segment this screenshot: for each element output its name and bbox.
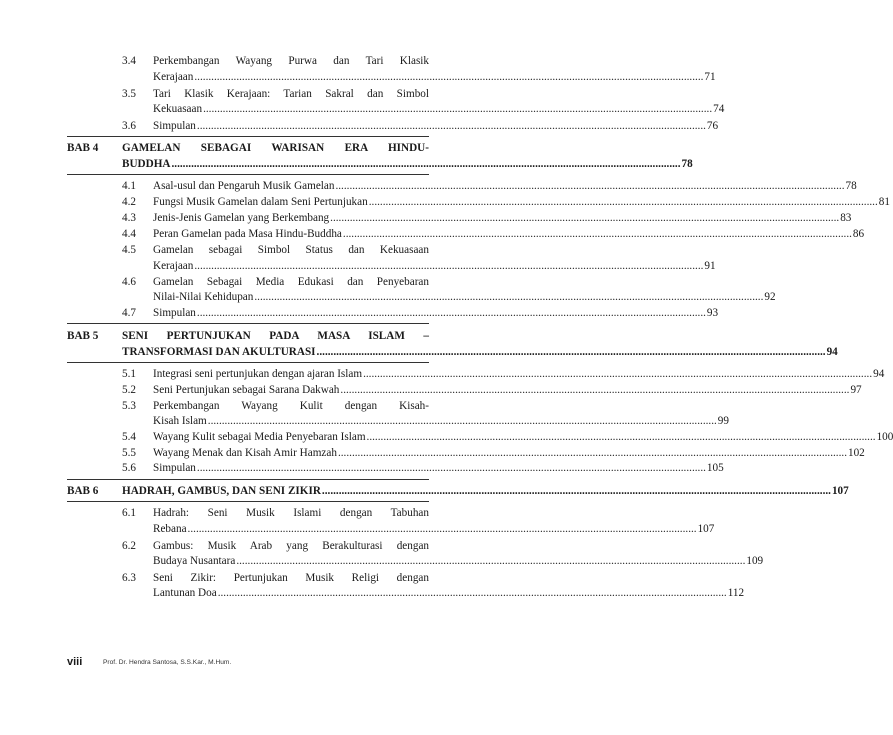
entry-number: 3.5 bbox=[122, 88, 136, 100]
entry-title-line2 bbox=[153, 414, 729, 429]
section-divider bbox=[67, 362, 429, 363]
entry-number: 6.1 bbox=[122, 507, 136, 519]
entry-title-line1: Tari Klasik Kerajaan: Tarian Sakral dan Simbol bbox=[153, 88, 429, 100]
entry-title-text: Wayang Kulit sebagai Media Penyebaran Islam bbox=[153, 431, 366, 443]
entry-number: 4.4 bbox=[122, 228, 136, 240]
entry-title-text: Kerajaan bbox=[153, 71, 194, 83]
leader-dots: ...................................................................................................................................................................................... bbox=[321, 485, 831, 497]
leader-dots: ...................................................................................................................................................................................... bbox=[196, 462, 706, 474]
entry-title-line2 bbox=[153, 554, 764, 569]
entry-title bbox=[153, 461, 724, 476]
leader-dots: ...................................................................................................................................................................................... bbox=[316, 346, 826, 358]
leader-dots: ...................................................................................................................................................................................... bbox=[335, 180, 845, 192]
chapter-title-text: BUDDHA bbox=[122, 158, 171, 170]
entry-title bbox=[153, 227, 865, 242]
leader-dots: ...................................................................................................................................................................................... bbox=[196, 120, 706, 132]
entry-title bbox=[153, 195, 890, 210]
page-number: 97 bbox=[850, 384, 862, 396]
page-number: 91 bbox=[704, 260, 716, 272]
chapter-label: BAB 6 bbox=[67, 485, 99, 497]
entry-title-line2 bbox=[153, 259, 716, 274]
entry-title-line1: Gamelan Sebagai Media Edukasi dan Penyebaran bbox=[153, 276, 429, 288]
entry-number: 4.7 bbox=[122, 307, 136, 319]
leader-dots: ...................................................................................................................................................................................... bbox=[368, 196, 878, 208]
leader-dots: ...................................................................................................................................................................................... bbox=[236, 555, 746, 567]
page-number: 107 bbox=[831, 485, 849, 497]
entry-number: 5.5 bbox=[122, 447, 136, 459]
page-number: 112 bbox=[727, 587, 745, 599]
page-number: 109 bbox=[746, 555, 764, 567]
entry-number: 4.2 bbox=[122, 196, 136, 208]
entry-title bbox=[153, 446, 865, 461]
entry-title-text: Simpulan bbox=[153, 307, 196, 319]
entry-number: 4.5 bbox=[122, 244, 136, 256]
entry-title bbox=[153, 383, 862, 398]
section-divider bbox=[67, 479, 429, 480]
entry-number: 4.6 bbox=[122, 276, 136, 288]
running-footer-author: Prof. Dr. Hendra Santosa, S.S.Kar., M.Hum. bbox=[103, 659, 232, 666]
leader-dots: ...................................................................................................................................................................................... bbox=[171, 158, 681, 170]
page-number: 78 bbox=[681, 158, 693, 170]
page-number: 94 bbox=[826, 346, 838, 358]
leader-dots: ...................................................................................................................................................................................... bbox=[203, 103, 713, 115]
entry-title bbox=[153, 430, 893, 445]
entry-title-line1: Perkembangan Wayang Kulit dengan Kisah- bbox=[153, 400, 429, 412]
section-divider bbox=[67, 136, 429, 137]
entry-title-line1: Gamelan sebagai Simbol Status dan Kekuasaan bbox=[153, 244, 429, 256]
entry-number: 5.3 bbox=[122, 400, 136, 412]
page-number: 81 bbox=[878, 196, 890, 208]
leader-dots: ...................................................................................................................................................................................... bbox=[342, 228, 852, 240]
entry-title-line2 bbox=[153, 102, 725, 117]
section-divider bbox=[67, 323, 429, 324]
leader-dots: ...................................................................................................................................................................................... bbox=[340, 384, 850, 396]
page-number: 83 bbox=[840, 212, 852, 224]
section-divider bbox=[67, 501, 429, 502]
chapter-label: BAB 5 bbox=[67, 330, 99, 342]
chapter-title-text: TRANSFORMASI DAN AKULTURASI bbox=[122, 346, 316, 358]
entry-title-line2 bbox=[153, 290, 776, 305]
entry-title-line1: Hadrah: Seni Musik Islami dengan Tabuhan bbox=[153, 507, 429, 519]
page-number: 99 bbox=[717, 415, 729, 427]
page-number: 102 bbox=[847, 447, 865, 459]
leader-dots: ...................................................................................................................................................................................... bbox=[187, 523, 697, 535]
entry-title-text: Simpulan bbox=[153, 120, 196, 132]
page-number: 105 bbox=[706, 462, 724, 474]
leader-dots: ...................................................................................................................................................................................... bbox=[366, 431, 876, 443]
leader-dots: ...................................................................................................................................................................................... bbox=[194, 71, 704, 83]
leader-dots: ...................................................................................................................................................................................... bbox=[207, 415, 717, 427]
entry-title-text: Lantunan Doa bbox=[153, 587, 217, 599]
entry-title-text: Fungsi Musik Gamelan dalam Seni Pertunjukan bbox=[153, 196, 368, 208]
leader-dots: ...................................................................................................................................................................................... bbox=[363, 368, 873, 380]
chapter-title-text: HADRAH, GAMBUS, DAN SENI ZIKIR bbox=[122, 485, 321, 497]
entry-title-line2 bbox=[153, 586, 745, 601]
leader-dots: ...................................................................................................................................................................................... bbox=[337, 447, 847, 459]
leader-dots: ...................................................................................................................................................................................... bbox=[194, 260, 704, 272]
entry-number: 6.2 bbox=[122, 540, 136, 552]
entry-title-text: Budaya Nusantara bbox=[153, 555, 236, 567]
page-number: 94 bbox=[873, 368, 885, 380]
entry-number: 5.1 bbox=[122, 368, 136, 380]
entry-number: 3.6 bbox=[122, 120, 136, 132]
page-number: 107 bbox=[697, 523, 715, 535]
chapter-title-line2[interactable] bbox=[122, 344, 838, 360]
entry-title bbox=[153, 211, 852, 226]
leader-dots: ...................................................................................................................................................................................... bbox=[196, 307, 706, 319]
chapter-title-line1[interactable]: SENI PERTUNJUKAN PADA MASA ISLAM – bbox=[122, 330, 429, 342]
leader-dots: ...................................................................................................................................................................................... bbox=[217, 587, 727, 599]
entry-number: 5.6 bbox=[122, 462, 136, 474]
entry-title-text: Peran Gamelan pada Masa Hindu-Buddha bbox=[153, 228, 342, 240]
entry-number: 4.3 bbox=[122, 212, 136, 224]
entry-title bbox=[153, 179, 857, 194]
chapter-label: BAB 4 bbox=[67, 142, 99, 154]
page-number: 93 bbox=[706, 307, 719, 319]
entry-title-line1: Gambus: Musik Arab yang Berakulturasi dengan bbox=[153, 540, 429, 552]
entry-title-text: Nilai-Nilai Kehidupan bbox=[153, 291, 254, 303]
entry-number: 5.2 bbox=[122, 384, 136, 396]
page-number: 74 bbox=[713, 103, 725, 115]
section-divider bbox=[67, 174, 429, 175]
entry-title-text: Asal-usul dan Pengaruh Musik Gamelan bbox=[153, 180, 335, 192]
entry-title-text: Rebana bbox=[153, 523, 187, 535]
page-number: 86 bbox=[852, 228, 865, 240]
entry-title-line1: Perkembangan Wayang Purwa dan Tari Klasik bbox=[153, 55, 429, 67]
entry-title-text: Jenis-Jenis Gamelan yang Berkembang bbox=[153, 212, 330, 224]
entry-title-line2 bbox=[153, 522, 715, 537]
entry-title-line1: Seni Zikir: Pertunjukan Musik Religi dengan bbox=[153, 572, 429, 584]
page-number: 100 bbox=[876, 431, 893, 443]
entry-title-text: Simpulan bbox=[153, 462, 196, 474]
chapter-title-line1[interactable]: GAMELAN SEBAGAI WARISAN ERA HINDU- bbox=[122, 142, 429, 154]
leader-dots: ...................................................................................................................................................................................... bbox=[254, 291, 764, 303]
entry-title-line2 bbox=[153, 70, 716, 85]
entry-title-text: Wayang Menak dan Kisah Amir Hamzah bbox=[153, 447, 337, 459]
entry-title-text: Kekuasaan bbox=[153, 103, 203, 115]
folio-page-number: viii bbox=[67, 656, 83, 668]
entry-title bbox=[153, 367, 885, 382]
chapter-title[interactable] bbox=[122, 483, 849, 499]
leader-dots: ...................................................................................................................................................................................... bbox=[330, 212, 840, 224]
entry-title-text: Kisah Islam bbox=[153, 415, 207, 427]
entry-number: 4.1 bbox=[122, 180, 136, 192]
entry-number: 5.4 bbox=[122, 431, 136, 443]
page-number: 78 bbox=[845, 180, 857, 192]
page-number: 92 bbox=[764, 291, 776, 303]
entry-number: 3.4 bbox=[122, 55, 136, 67]
entry-title-text: Kerajaan bbox=[153, 260, 194, 272]
chapter-title-line2[interactable] bbox=[122, 156, 693, 172]
page-number: 76 bbox=[706, 120, 719, 132]
entry-title-text: Seni Pertunjukan sebagai Sarana Dakwah bbox=[153, 384, 340, 396]
page-number: 71 bbox=[704, 71, 716, 83]
entry-title bbox=[153, 119, 719, 134]
entry-number: 6.3 bbox=[122, 572, 136, 584]
entry-title bbox=[153, 306, 719, 321]
entry-title-text: Integrasi seni pertunjukan dengan ajaran Islam bbox=[153, 368, 363, 380]
